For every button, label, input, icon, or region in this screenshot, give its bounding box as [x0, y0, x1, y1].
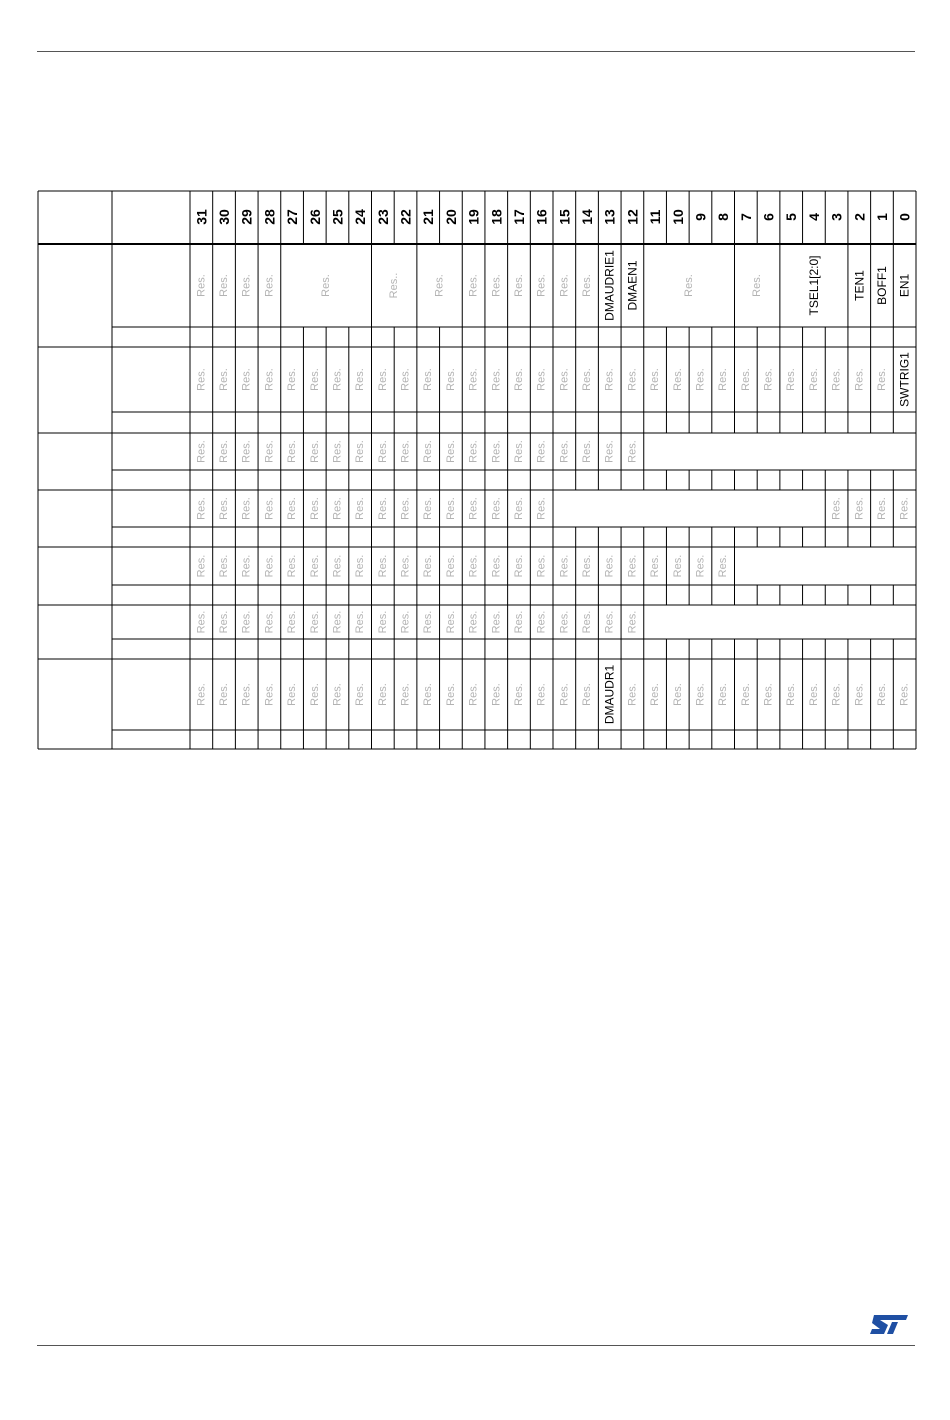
reserved-field-label: Res.: [490, 554, 503, 578]
reserved-field-label: Res.: [558, 274, 571, 297]
reserved-field-label: Res.: [603, 554, 616, 578]
reserved-field-label: Res.: [263, 497, 276, 520]
reserved-field-label: Res.: [490, 368, 503, 391]
bit-number-header: 4: [805, 213, 822, 221]
reserved-field-label: Res.: [671, 554, 684, 578]
reserved-field-label: Res.: [195, 610, 208, 634]
bit-number-header: 13: [601, 209, 618, 225]
reserved-field-label: Res.: [535, 610, 548, 634]
reserved-field-label: Res.: [490, 497, 503, 520]
reserved-field-label: Res.: [263, 440, 276, 463]
bit-number-header: 3: [828, 213, 845, 221]
register-field-label: TSEL1[2:0]: [806, 255, 821, 316]
reserved-field-label: Res.: [581, 368, 594, 391]
reserved-field-label: Res.: [581, 440, 594, 463]
reserved-field-label: Res.: [433, 274, 446, 297]
reserved-field-label: Res.: [558, 683, 571, 706]
reserved-field-label: Res.: [240, 610, 253, 634]
reserved-field-label: Res.: [603, 440, 616, 463]
reserved-field-label: Res.: [898, 683, 911, 706]
reserved-field-label: Res.: [603, 610, 616, 634]
reserved-field-label: Res.: [331, 683, 344, 706]
reserved-field-label: Res.: [762, 368, 775, 391]
register-field-label: DMAEN1: [625, 260, 640, 311]
reserved-field-label: Res.: [399, 683, 412, 706]
reserved-field-label: Res.: [467, 368, 480, 391]
reserved-field-label: Res.: [444, 683, 457, 706]
reserved-field-label: Res.: [263, 368, 276, 391]
reserved-field-label: Res.: [535, 554, 548, 578]
reserved-field-label: Res.: [512, 368, 525, 391]
reserved-field-label: Res.: [467, 440, 480, 463]
reserved-field-label: Res.: [331, 440, 344, 463]
reserved-field-label: Res.: [535, 497, 548, 520]
reserved-field-label: Res.: [399, 368, 412, 391]
reserved-field-label: Res.: [512, 683, 525, 706]
bit-number-header: 26: [306, 209, 323, 225]
reserved-field-label: Res.: [354, 610, 367, 634]
reserved-field-label: Res.: [308, 440, 321, 463]
reserved-field-label: Res.: [467, 554, 480, 578]
reserved-field-label: Res.: [399, 440, 412, 463]
reserved-field-label: Res.: [286, 683, 299, 706]
bit-number-header: 9: [692, 213, 709, 221]
reserved-field-label: Res.: [785, 368, 798, 391]
reserved-field-label: Res.: [875, 368, 888, 391]
reserved-field-label: Res.: [535, 368, 548, 391]
reserved-field-label: Res.: [512, 554, 525, 578]
reserved-field-label: Res.: [308, 497, 321, 520]
bit-number-header: 11: [647, 209, 664, 225]
reserved-field-label: Res.: [512, 440, 525, 463]
reserved-field-label: Res.: [694, 554, 707, 578]
reserved-field-label: Res.: [830, 683, 843, 706]
bit-number-header: 0: [896, 213, 913, 221]
reserved-field-label: Res.: [240, 554, 253, 578]
bit-number-header: 21: [420, 209, 437, 225]
reserved-field-label: Res.: [671, 368, 684, 391]
reserved-field-label: Res.: [218, 440, 231, 463]
reserved-field-label: Res.: [422, 683, 435, 706]
reserved-field-label: Res.: [422, 497, 435, 520]
reserved-field-label: Res.: [195, 683, 208, 706]
reserved-field-label: Res.: [240, 440, 253, 463]
reserved-field-label: Res.: [422, 368, 435, 391]
reserved-field-label: Res.: [240, 274, 253, 297]
register-field-label: DMAUDRIE1: [602, 250, 617, 321]
reserved-field-label: Res.: [807, 683, 820, 706]
reserved-field-label: Res.: [739, 683, 752, 706]
reserved-field-label: Res.: [785, 683, 798, 706]
register-field-label: EN1: [897, 273, 912, 298]
reserved-field-label: Res.: [512, 497, 525, 520]
reserved-field-label: Res.: [195, 368, 208, 391]
reserved-field-label: Res.: [762, 683, 775, 706]
reserved-field-label: Res.: [286, 610, 299, 634]
register-field-label: TEN1: [852, 270, 867, 301]
reserved-field-label: Res.: [535, 440, 548, 463]
reserved-field-label: Res.: [490, 683, 503, 706]
reserved-field-label: Res.: [490, 274, 503, 297]
reserved-field-label: Res.: [263, 683, 276, 706]
reserved-field-label: Res.: [354, 554, 367, 578]
reserved-field-label: Res.: [535, 683, 548, 706]
reserved-field-label: Res.: [853, 683, 866, 706]
reserved-field-label: Res.: [195, 274, 208, 297]
reserved-field-label: Res.: [512, 274, 525, 297]
bit-number-header: 1: [873, 213, 890, 221]
reserved-field-label: Res.: [490, 610, 503, 634]
reserved-field-label: Res.: [422, 610, 435, 634]
reserved-field-label: Res.: [694, 683, 707, 706]
reserved-field-label: Res.: [240, 368, 253, 391]
reserved-field-label: Res.: [717, 368, 730, 391]
bit-number-header: 27: [284, 209, 301, 225]
reserved-field-label: Res.: [376, 497, 389, 520]
reserved-field-label: Res.: [558, 368, 571, 391]
bit-number-header: 14: [579, 209, 596, 225]
reserved-field-label: Res.: [683, 274, 696, 297]
reserved-field-label: Res.: [308, 368, 321, 391]
reserved-field-label: Res.: [263, 610, 276, 634]
reserved-field-label: Res.: [626, 554, 639, 578]
reserved-field-label: Res.: [240, 497, 253, 520]
reserved-field-label: Res.: [581, 554, 594, 578]
reserved-field-label: Res.: [422, 554, 435, 578]
bit-number-header: 5: [783, 213, 800, 221]
reserved-field-label: Res.: [195, 440, 208, 463]
bit-number-header: 6: [760, 213, 777, 221]
reserved-field-label: Res.: [444, 554, 457, 578]
register-field-label: SWTRIG1: [897, 352, 912, 407]
reserved-field-label: Res.: [286, 554, 299, 578]
reserved-field-label: Res.: [444, 497, 457, 520]
reserved-field-label: Res.: [354, 497, 367, 520]
reserved-field-label: Res.: [853, 368, 866, 391]
reserved-field-label: Res.: [218, 554, 231, 578]
reserved-field-label: Res.: [218, 368, 231, 391]
reserved-field-label: Res.: [376, 368, 389, 391]
reserved-field-label: Res..: [388, 272, 401, 299]
bit-number-header: 22: [397, 209, 414, 225]
reserved-field-label: Res.: [490, 440, 503, 463]
reserved-field-label: Res.: [875, 497, 888, 520]
reserved-field-label: Res.: [739, 368, 752, 391]
reserved-field-label: Res.: [444, 440, 457, 463]
bit-number-header: 16: [533, 209, 550, 225]
reserved-field-label: Res.: [195, 554, 208, 578]
reserved-field-label: Res.: [286, 440, 299, 463]
bit-number-header: 29: [238, 209, 255, 225]
reserved-field-label: Res.: [444, 368, 457, 391]
bit-number-header: 30: [216, 209, 233, 225]
reserved-field-label: Res.: [467, 274, 480, 297]
reserved-field-label: Res.: [649, 554, 662, 578]
reserved-field-label: Res.: [308, 610, 321, 634]
reserved-field-label: Res.: [558, 440, 571, 463]
reserved-field-label: Res.: [649, 368, 662, 391]
reserved-field-label: Res.: [512, 610, 525, 634]
reserved-field-label: Res.: [240, 683, 253, 706]
reserved-field-label: Res.: [626, 610, 639, 634]
bit-number-header: 31: [193, 209, 210, 225]
reserved-field-label: Res.: [263, 554, 276, 578]
reserved-field-label: Res.: [717, 554, 730, 578]
reserved-field-label: Res.: [354, 368, 367, 391]
reserved-field-label: Res.: [331, 497, 344, 520]
reserved-field-label: Res.: [263, 274, 276, 297]
reserved-field-label: Res.: [331, 368, 344, 391]
reserved-field-label: Res.: [535, 274, 548, 297]
reserved-field-label: Res.: [467, 610, 480, 634]
reserved-field-label: Res.: [444, 610, 457, 634]
reserved-field-label: Res.: [626, 368, 639, 391]
reserved-field-label: Res.: [830, 497, 843, 520]
reserved-field-label: Res.: [875, 683, 888, 706]
reserved-field-label: Res.: [376, 440, 389, 463]
reserved-field-label: Res.: [308, 554, 321, 578]
reserved-field-label: Res.: [331, 610, 344, 634]
reserved-field-label: Res.: [308, 683, 321, 706]
reserved-field-label: Res.: [218, 683, 231, 706]
reserved-field-label: Res.: [354, 683, 367, 706]
bit-number-header: 12: [624, 209, 641, 225]
reserved-field-label: Res.: [286, 497, 299, 520]
reserved-field-label: Res.: [558, 610, 571, 634]
reserved-field-label: Res.: [399, 554, 412, 578]
bit-number-header: 18: [488, 209, 505, 225]
reserved-field-label: Res.: [195, 497, 208, 520]
reserved-field-label: Res.: [467, 497, 480, 520]
bit-number-header: 17: [510, 209, 527, 225]
reserved-field-label: Res.: [626, 683, 639, 706]
bit-number-header: 8: [715, 213, 732, 221]
reserved-field-label: Res.: [376, 683, 389, 706]
reserved-field-label: Res.: [286, 368, 299, 391]
reserved-field-label: Res.: [581, 610, 594, 634]
bit-number-header: 23: [374, 209, 391, 225]
reserved-field-label: Res.: [376, 554, 389, 578]
reserved-field-label: Res.: [603, 368, 616, 391]
register-field-label: DMAUDR1: [602, 664, 617, 725]
st-logo: [868, 1312, 912, 1338]
reserved-field-label: Res.: [218, 274, 231, 297]
register-field-label: BOFF1: [874, 266, 889, 305]
reserved-field-label: Res.: [581, 683, 594, 706]
reserved-field-label: Res.: [399, 610, 412, 634]
bit-number-header: 15: [556, 209, 573, 225]
reserved-field-label: Res.: [694, 368, 707, 391]
bit-number-header: 10: [669, 209, 686, 225]
reserved-field-label: Res.: [331, 554, 344, 578]
reserved-field-label: Res.: [671, 683, 684, 706]
reserved-field-label: Res.: [649, 683, 662, 706]
reserved-field-label: Res.: [898, 497, 911, 520]
reserved-field-label: Res.: [422, 440, 435, 463]
reserved-field-label: Res.: [354, 440, 367, 463]
reserved-field-label: Res.: [218, 610, 231, 634]
bit-number-header: 28: [261, 209, 278, 225]
reserved-field-label: Res.: [399, 497, 412, 520]
bit-number-header: 25: [329, 209, 346, 225]
reserved-field-label: Res.: [830, 368, 843, 391]
reserved-field-label: Res.: [320, 274, 333, 297]
bit-number-header: 20: [442, 209, 459, 225]
reserved-field-label: Res.: [558, 554, 571, 578]
reserved-field-label: Res.: [807, 368, 820, 391]
bit-number-header: 24: [352, 209, 369, 225]
reserved-field-label: Res.: [626, 440, 639, 463]
reserved-field-label: Res.: [218, 497, 231, 520]
reserved-field-label: Res.: [853, 497, 866, 520]
bit-number-header: 2: [851, 213, 868, 221]
bit-number-header: 19: [465, 209, 482, 225]
reserved-field-label: Res.: [717, 683, 730, 706]
reserved-field-label: Res.: [376, 610, 389, 634]
reserved-field-label: Res.: [581, 274, 594, 297]
bit-number-header: 7: [737, 213, 754, 221]
reserved-field-label: Res.: [751, 274, 764, 297]
reserved-field-label: Res.: [467, 683, 480, 706]
